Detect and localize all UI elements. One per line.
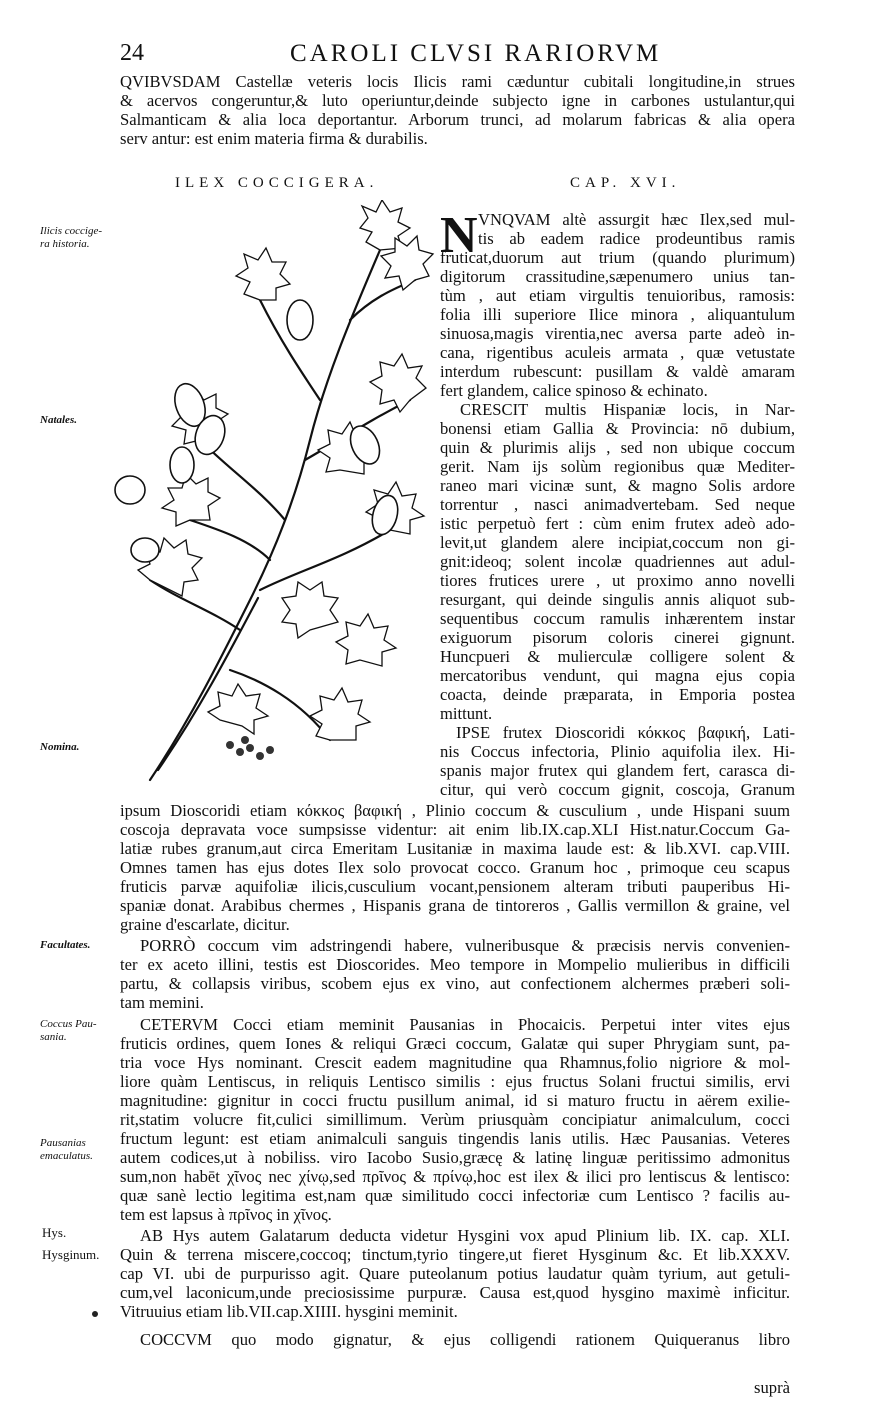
margin-note: Pausanias [40,1137,86,1149]
margin-note: emaculatus. [40,1150,93,1162]
column-line: fruticat,duorum aut trium (quando plurimum) [440,248,795,267]
body-line: fruticis ordines, quem Iones & reliqui Græci coccum, Galatæ qui super Phrygiam sunt, pa- [120,1034,790,1053]
body-line: cap VI. ubi de purpurisso agit. Quare puteolanum potius laudatur quàm tyrium, aut getuli- [120,1264,790,1283]
column-line: sequentibus coccum ramulis inhærentem instar [440,609,795,628]
body-line: autem codices,ut à nobiliss. viro Iacobo Susio,græcę & latinę linguæ peritissimo admonitus [120,1148,790,1167]
column-line: folia illi superiore Ilice minora , aliquantulum [440,305,795,324]
drop-cap: N [440,207,478,264]
body-line: sum,non habēt χῖνος nec χίνῳ,sed πρῖνος & πρίνῳ,hoc est ilex & ilici pro lentiscus & lentisco: [120,1167,790,1186]
catchword: suprà [754,1378,790,1397]
body-line: tem est lapsus à πρῖνος in χῖνος. [120,1205,332,1224]
body-line: graine d'escarlate, dicitur. [120,915,290,934]
body-line: magnitudine: gignitur in cocci fructu pusillum animal, id si maturo fructu in aërem exilie- [120,1091,790,1110]
column-line: digitorum crassitudine,sæpenumero unius tan- [440,267,795,286]
margin-note: Coccus Pau- [40,1018,97,1030]
body-line: Quin & terrena miscere,coccoq; tinctum,tyrio tingere,ut fieret Hysginum &c. Et lib.XXXV. [120,1245,790,1264]
column-line: citur, qui verò coccum gignit, coscoja, Granum [440,780,795,799]
body-line: PORRÒ coccum vim adstringendi habere, vulneribusque & præcisis nervis convenien- [140,936,790,955]
body-line: Vitruuius etiam lib.VII.cap.XIIII. hysgini meminit. [120,1302,458,1321]
body-line: spaniæ donat. Arabibus chermes , Hispanis grana de tintoreros , Gallis vermillon & graine, vel [120,896,790,915]
column-line: istic perpetuò fert : cùm enim frutex adeò ado- [440,514,795,533]
body-line: tam memini. [120,993,204,1012]
column-line: nis Coccus infectoria, Plinio aquifolia ilex. Hi- [440,742,795,761]
body-line: ter ex aceto illini, testis est Dioscorides. Meo tempore in Mompelio mulieribus in difficili [120,955,790,974]
column-line: Huncpueri & mulierculæ colligere solent & [440,647,795,666]
column-line: bonensi etiam Gallia & Provincia: nō dubium, [440,419,795,438]
body-line: coscoja depravata voce sumpsisse videntur: ait enim lib.IX.cap.XLI Hist.natur.Coccum Ga- [120,820,790,839]
intro-line: QVIBVSDAM Castellæ veteris locis Ilicis rami cæduntur cubitali longitudine,in strues [120,72,795,91]
column-line: gerit. Nam ijs solùm regionibus quæ Mediter- [440,457,795,476]
intro-line: & acervos congeruntur,& luto operiuntur,deinde subjecto igne in carbones ustulantur,qui [120,91,795,110]
body-line: latiæ rubes granum,aut circa Emeritam Lusitaniæ in maxima laude est: & lib.XVI. cap.VIII. [120,839,790,858]
column-line: raneo mari vicinæ sunt, & magno Solis ardore [440,476,795,495]
body-line: Omnes tamen has ejus dotes Ilex solo provocat cocco. Granum hoc , primoque ceu scapus [120,858,790,877]
body-line: partu, & collapsis viribus, scobem ejus ex vino, aut confectionem alchermes præberi soli- [120,974,790,993]
body-line: fructum legunt: est etiam animalculi sanguis tingendis lanis utilis. Hæc Pausanias. Veteres [120,1129,790,1148]
body-line: ipsum Dioscoridi etiam κόκκος βαφική , Plinio coccum & cusculium , unde Hispani suum [120,801,790,820]
column-line: cana, rigentibus aculeis armata , quæ vetustate [440,343,795,362]
column-line: mercatoribus vendunt, qui magna ejus copia [440,666,795,685]
column-line: gnit:ideoq; solent incolæ quadriennes aut adul- [440,552,795,571]
margin-note: sania. [40,1031,67,1043]
margin-note: Natales. [40,414,77,426]
column-line: levit,ut glandem alere incipiat,coccum non gi- [440,533,795,552]
body-line: quæ sanè lectio legitima est,nam quæ similitudo cocci infectoriæ cum Lentisco ? facilis au- [120,1186,790,1205]
chapter-title: ILEX COCCIGERA. [175,175,379,191]
column-line: interdum rubescunt: pusillam & valdè amaram [440,362,795,381]
column-line: sinuosa,magis virentia,nec aversa parte adeò in- [440,324,795,343]
column-line: tùm , aut etiam virgultis tenuioribus, ramosis: [440,286,795,305]
margin-note: Hysginum. [42,1247,100,1262]
column-line: tis ab eadem radice prodeuntibus ramis [478,229,795,248]
margin-note: Hys. [42,1225,67,1240]
body-line: cum,vel laconicum,unde preciosissime purpuræ. Causa est,quod hysgino maximè inficitur. [120,1283,790,1302]
column-line: quin & plurimis alijs , sed non ubique coccum [440,438,795,457]
ilex-coccigera-illustration [110,200,435,790]
column-line: exiguorum pisorum coloris cinerei gignunt. [440,628,795,647]
body-line: tria voce Hys nominant. Crescit eadem magnitudine qua Rhamnus,folio nigriore & mol- [120,1053,790,1072]
column-line: mittunt. [440,704,493,723]
body-line: COCCVM quo modo gignatur, & ejus colligendi rationem Quiqueranus libro [140,1330,790,1349]
body-line: liore quàm Lentiscus, in reliquis Lentisco similis : ejus fructus Solani fructui similis, ervi [120,1072,790,1091]
column-line: IPSE frutex Dioscoridi κόκκος βαφική, Lati- [456,723,795,742]
column-line: CRESCIT multis Hispaniæ locis, in Nar- [460,400,795,419]
body-line: fruticis parvæ aquifoliæ ilicis,cusculium vocant,pensionem alteram tributi pauperibus Hi- [120,877,790,896]
body-line: AB Hys autem Galatarum deducta videtur Hysgini vox apud Plinium lib. IX. cap. XLI. [140,1226,790,1245]
ink-spot [92,1311,98,1317]
column-line: resurgant, qui deinde singulis annis aliquot sub- [440,590,795,609]
margin-note: Facultates. [40,939,91,951]
page-number: 24 [120,40,144,66]
column-line: torrentur , nasci animadvertebam. Sed neque [440,495,795,514]
margin-note: ra historia. [40,238,90,250]
column-line: VNQVAM altè assurgit hæc Ilex,sed mul- [478,210,795,229]
column-line: coacta, deinde præparata, in Emporia postea [440,685,795,704]
chapter-number: CAP. XVI. [570,175,681,191]
intro-line: Salmanticam & alia loca deportantur. Arborum trunci, ad molarum fabricas & alia opera [120,110,795,129]
body-line: rit,statim volucre fit,culici simillimum. Verùm priusquàm concipiatur animalculum, cocci [120,1110,790,1129]
margin-note: Ilicis coccige- [40,225,102,237]
body-line: CETERVM Cocci etiam meminit Pausanias in Phocaicis. Perpetui inter vites ejus [140,1015,790,1034]
margin-note: Nomina. [40,741,80,753]
intro-line: serv antur: est enim materia firma & durabilis. [120,129,428,148]
column-line: spanis major frutex qui glandem fert, carasca di- [440,761,795,780]
column-line: fert glandem, calice spinoso & echinato. [440,381,708,400]
running-title: CAROLI CLVSI RARIORVM [290,40,662,67]
column-line: tiores frutices urere , ut proximo anno novelli [440,571,795,590]
